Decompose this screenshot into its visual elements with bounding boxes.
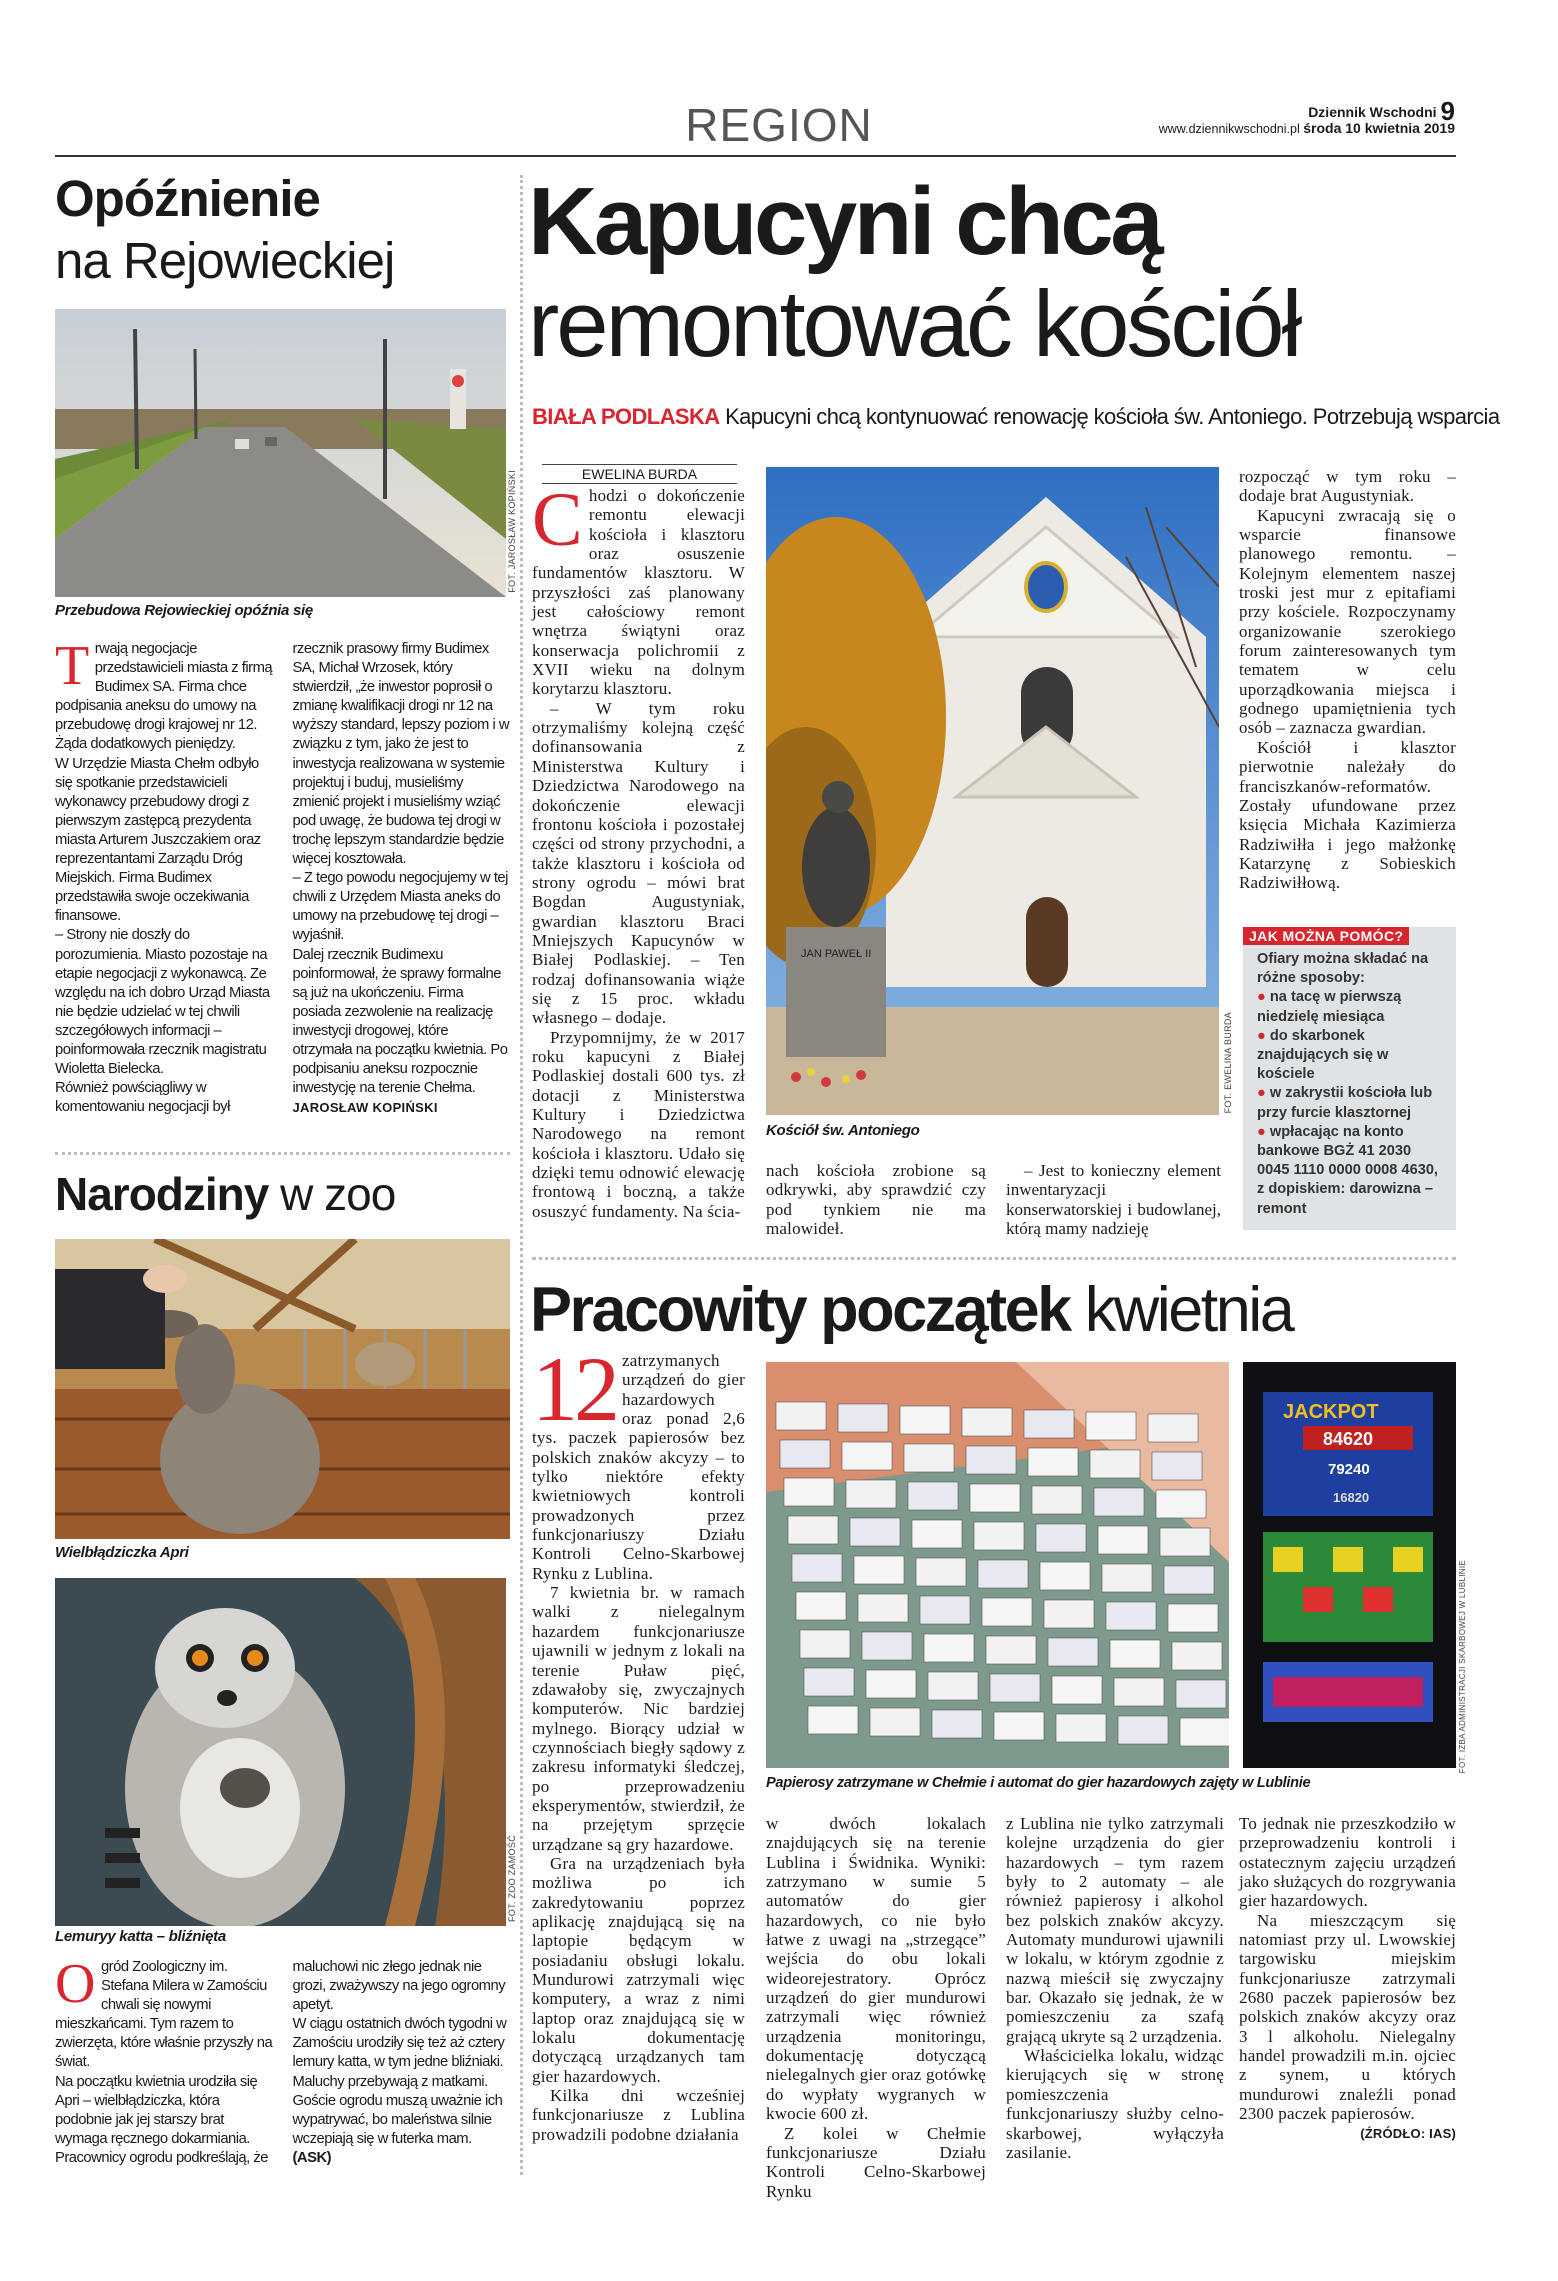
cigarette-carton (1148, 1414, 1198, 1442)
lemur-photo (55, 1578, 506, 1926)
cigarette-carton (1118, 1716, 1168, 1744)
source: (ŹRÓDŁO: IAS) (1360, 2125, 1456, 2141)
cigarette-carton (792, 1554, 842, 1582)
cigarette-carton (986, 1636, 1036, 1664)
gambling-photo-caption: Papierosy zatrzymane w Chełmie i automat do gier hazardowych zajęty w Lublinie (766, 1775, 1311, 1791)
cigarette-carton (1032, 1486, 1082, 1514)
road-photo (55, 309, 506, 597)
cigarette-carton (994, 1712, 1044, 1740)
headline-bold: Opóźnienie (55, 170, 320, 227)
cigarette-carton (966, 1446, 1016, 1474)
road-photo-caption: Przebudowa Rejowieckiej opóźnia się (55, 602, 313, 619)
cigarette-carton (804, 1668, 854, 1696)
photo-credit: FOT. ZOO ZAMOŚĆ (507, 1835, 517, 1922)
paragraph: W Urzędzie Miasta Chełm odbyło się spotkanie przedstawicieli wykonawcy przebudowy drogi z pierwszym zastępcą prezydenta miasta Arturem Juszczakiem oraz reprezentantami Zarządu Dróg Miejskich. Firma Budimex przedstawiła swoje oczekiwania finansowe. (55, 755, 261, 925)
cigarette-carton (970, 1484, 1020, 1512)
author: (ASK) (292, 2149, 332, 2166)
paragraph: Również powściągliwy w komentowaniu negocjacji był rzecznik prasowy firmy Budimex SA, Michał Wrzosek, który stwierdził, „że inwestor poprosił o zmianę kwalifikacji drogi nr 12 na wyższy standard, lepszy poziom i w związku z tym, jako że jest to inwestycja realizowana w systemie projektuj i buduj, musieliśmy zmienić projekt i musieliśmy wziąć pod uwagę, że budowa tej drogi w trochę lepszym standardzie będzie więcej kosztowała. (55, 641, 510, 1116)
cigarette-carton (1106, 1602, 1156, 1630)
cigarette-carton (1036, 1524, 1086, 1552)
cigarette-carton (842, 1442, 892, 1470)
cigarette-carton (974, 1522, 1024, 1550)
cigarette-carton (838, 1404, 888, 1432)
gambling-column-1 (532, 1338, 745, 2144)
lead-place: BIAŁA PODLASKA (532, 404, 720, 429)
cigarette-carton (1156, 1490, 1206, 1518)
box-item: ● na tacę w pierwszą niedzielę miesiąca (1257, 989, 1402, 1025)
cigarette-carton (1180, 1718, 1229, 1746)
website-link[interactable]: www.dziennikwschodni.pl (1158, 122, 1300, 136)
header-rule (55, 155, 1456, 157)
section-divider (55, 1152, 510, 1155)
cigarette-carton (850, 1518, 900, 1546)
zoo-article-body (55, 1953, 510, 2168)
photo-credit: FOT. EWELINA BURDA (1223, 1012, 1233, 1114)
paragraph: Dalej rzecznik Budimexu poinformował, że sprawy formalne są już na ukończeniu. Firma posiada zezwolenie na realizację inwestycji drogowej, które otrzymała na początku kwietnia. Po podpisaniu aneksu rozpocznie inwestycję na terenie Chełma. (292, 946, 508, 1097)
church-column-1 (532, 478, 745, 1221)
cigarette-carton (870, 1708, 920, 1736)
paragraph: Właścicielka lokalu, widząc kierujących się w stronę pomieszczenia funkcjonariuszy służby celno-skarbowej, wyłączyła zasilanie. (1006, 2046, 1224, 2162)
gambling-column-2 (766, 1814, 986, 2201)
paragraph: Chodzi o dokończenie remontu elewacji kościoła i klasztoru oraz osuszenie fundamentów klasztoru. W przyszłości zaś planowany jest całościowy remont wnętrza świątyni oraz konserwacja polichromii z XVII wieku na dolnym korytarzu klasztoru. (532, 478, 745, 699)
how-to-help-box (1243, 927, 1456, 1230)
paragraph: – Z tego powodu negocjujemy w tej chwili z Urzędem Miasta aneks do umowy na przebudowę tej drogi – wyjaśnił. (292, 870, 508, 944)
cigarette-carton (846, 1480, 896, 1508)
cigarettes-photo (766, 1362, 1229, 1768)
paragraph: Kilka dni wcześniej funkcjonariusze z Lublina prowadzili podobne działania (532, 2086, 745, 2144)
cigarette-carton (1102, 1564, 1152, 1592)
cigarette-carton (916, 1558, 966, 1586)
page-number: 9 (1440, 96, 1455, 126)
box-item: ● w zakrystii kościoła lub przy furcie klasztornej (1257, 1085, 1433, 1121)
church-headline-light: remontować kościół (528, 271, 1300, 376)
cigarette-carton (1176, 1680, 1226, 1708)
cigarette-carton (1172, 1642, 1222, 1670)
slot-machine-photo (1243, 1362, 1456, 1768)
cigarette-carton (866, 1670, 916, 1698)
bullet-icon: ● (1257, 1123, 1266, 1140)
cigarette-carton (780, 1440, 830, 1468)
box-item: ● do skarbonek znajdujących się w kościele (1257, 1027, 1389, 1083)
section-title: REGION (685, 99, 873, 151)
cigarette-carton (1098, 1526, 1148, 1554)
church-headline-bold: Kapucyni chcą (528, 168, 1161, 275)
cigarette-carton (904, 1444, 954, 1472)
section-divider (532, 1257, 1456, 1260)
cigarette-carton (1114, 1678, 1164, 1706)
paragraph: – W tym roku otrzymaliśmy kolejną część dofinansowania z Ministerstwa Kultury i Dziedzictwa Narodowego na dokończenie elewacji frontonu kościoła i pozostałej części od strony przychodni, a także klasztoru i kościoła od strony ogrodu – mówi brat Bogdan Augustyniak, gwardian klasztoru Braci Mniejszych Kapucynów w Białej Podlaskiej. – Ten rodzaj dofinansowania wiąże się z 15 proc. wkładu własnego – dodaje. (532, 698, 745, 1028)
cigarette-carton (932, 1710, 982, 1738)
cigarette-carton (1094, 1488, 1144, 1516)
cigarette-carton (982, 1598, 1032, 1626)
cigarette-carton (1160, 1528, 1210, 1556)
paragraph: Trwają negocjacje przedstawicieli miasta z firmą Budimex SA. Firma chce podpisania aneksu do umowy na przebudowę drogi krajowej nr 12. Żąda dodatkowych pieniędzy. (55, 635, 273, 753)
cigarette-carton (908, 1482, 958, 1510)
bullet-icon: ● (1257, 989, 1266, 1006)
cigarette-carton (912, 1520, 962, 1548)
slot-label: 16820 (1333, 1490, 1370, 1505)
road-article-headline (55, 168, 510, 292)
cigarette-carton (1152, 1452, 1202, 1480)
cigarette-carton (1044, 1600, 1094, 1628)
paragraph: – Jest to konieczny element inwentaryzacji konserwatorskiej i budowlanej, którą mamy nadzieję (1006, 1161, 1221, 1239)
cigarette-carton (990, 1674, 1040, 1702)
masthead (1158, 96, 1455, 137)
paragraph: 7 kwietnia br. w ramach walki z nielegalnym hazardem funkcjonariusze ujawnili w jednym z lokali na terenie Puław pięć, zdawałoby się, zwyczajnych komputerów. Nic bardziej mylnego. Biorący udział w czynnościach biegły sądowy z zakresu informatyki śledczej, po przeprowadzeniu eksperymentów, stwierdził, że na przejętym sprzęcie urządzane są gry hazardowe. (532, 1583, 745, 1854)
cigarette-carton (1048, 1638, 1098, 1666)
headline-light: na Rejowieckiej (55, 232, 395, 289)
cigarette-carton (796, 1592, 846, 1620)
cigarette-carton (1110, 1640, 1160, 1668)
issue-date: środa 10 kwietnia 2019 (1303, 120, 1455, 136)
cigarette-carton (900, 1406, 950, 1434)
headline-bold: Pracowity początek (530, 1275, 1070, 1345)
monument-inscription: JAN PAWEŁ II (801, 948, 872, 960)
cigarette-carton (854, 1556, 904, 1584)
column-divider (520, 175, 523, 2175)
cigarette-carton (784, 1478, 834, 1506)
paragraph: Ogród Zoologiczny im. Stefana Milera w Zamościu chwali się nowymi mieszkańcami. Tym razem to zwierzęta, które właśnie przyszły na świat. (55, 1953, 273, 2071)
church-photo (766, 467, 1219, 1115)
slot-label: 79240 (1328, 1461, 1370, 1478)
paragraph: Kapucyni zwracają się o wsparcie finansowe planowego remontu. – Kolejnym elementem naszej troski jest mur z epitafiami przy kościele. Rozpoczynamy organizowanie szerokiego forum zainteresowanych tym tematem w celu uporządkowania miejsca i godnego upamiętnienia tych osób – zaznacza gwardian. (1239, 505, 1456, 738)
headline-light: w zoo (280, 1168, 396, 1220)
cigarette-carton (1056, 1714, 1106, 1742)
gambling-headline (530, 1272, 1292, 1348)
zoo-article-headline (55, 1166, 395, 1222)
cigarette-carton (1028, 1448, 1078, 1476)
cigarette-carton (808, 1706, 858, 1734)
lead-text: Kapucyni chcą kontynuować renowację kościoła św. Antoniego. Potrzebują wsparcia (725, 404, 1500, 429)
drop-cap: O (55, 1953, 95, 2015)
cigarette-carton (978, 1560, 1028, 1588)
drop-cap: C (532, 478, 583, 562)
cigarette-carton (1164, 1566, 1214, 1594)
cigarette-carton (1024, 1410, 1074, 1438)
photo-credit: FOT. IZBA ADMINISTRACJI SKARBOWEJ W LUBLINIE (1458, 1560, 1467, 1774)
paragraph: Kościół i klasztor pierwotnie należały do franciszkanów-reformatów. Zostały ufundowane przez księcia Michała Kazimierza Radziwiłła i jego małżonkę Katarzynę z Sobieskich Radziwiłłową. (1239, 737, 1456, 893)
paragraph: nach kościoła zrobione są odkrywki, aby sprawdzić czy pod tynkiem nie ma malowideł. (766, 1161, 986, 1239)
cigarette-carton (862, 1632, 912, 1660)
paragraph: Gra na urządzeniach była możliwa po ich zakredytowaniu poprzez aplikację znajdującą się na laptopie będącym w posiadaniu obsługi lokalu. Mundurowi zatrzymali więc komputery, a wraz z nimi laptop oraz znajdującą się w lokalu dokumentację dotyczącą urządzanych tam gier hazardowych. (532, 1853, 745, 2086)
bullet-icon: ● (1257, 1027, 1266, 1044)
paragraph: rozpocząć w tym roku – dodaje brat Augustyniak. (1239, 467, 1456, 506)
drop-cap: 12 (532, 1338, 616, 1440)
paragraph: To jednak nie przeszkodziło w przeprowadzeniu kontroli i ostatecznym zajęciu urządzeń jako służących do rozgrywania gier hazardowych. (1239, 1814, 1456, 1911)
cigarette-carton (924, 1634, 974, 1662)
paper-name: Dziennik Wschodni (1308, 104, 1437, 120)
cigarette-carton (800, 1630, 850, 1658)
paragraph: w dwóch lokalach znajdujących się na terenie Lublina i Świdnika. Wyniki: zatrzymano w sumie 5 automatów do gier hazardowych, co nie było łatwe z uwagi na „strzegące” wejścia do obu lokali wideorejestratory. Oprócz urządzeń do gier mundurowi zatrzymali więc również urządzenia monitoringu, dokumentację dotyczącą nielegalnych gier oraz gotówkę do wypłaty wygranych w kwocie 600 zł. (766, 1814, 986, 2124)
bullet-icon: ● (1257, 1085, 1266, 1102)
author: JAROSŁAW KOPIŃSKI (292, 1100, 438, 1116)
cigarette-carton (1052, 1676, 1102, 1704)
church-photo-caption: Kościół św. Antoniego (766, 1122, 920, 1139)
gambling-column-4 (1239, 1814, 1456, 2143)
headline-light: kwietnia (1084, 1275, 1293, 1345)
box-item: ● wpłacając na konto bankowe BGŻ 41 2030 0045 1110 0000 0008 4630, z dopiskiem: darowizna – remont (1257, 1123, 1438, 1217)
cigarette-carton (1168, 1604, 1218, 1632)
photo-credit: FOT. JAROSŁAW KOPIŃSKI (507, 470, 517, 593)
gambling-column-3 (1006, 1814, 1224, 2162)
cigarette-carton (928, 1672, 978, 1700)
camel-photo (55, 1239, 510, 1539)
slot-label: JACKPOT (1283, 1401, 1379, 1423)
paragraph: W ciągu ostatnich dwóch tygodni w Zamościu urodziły się też aż cztery lemury katta, w tym jedne bliźniaki. Maluchy przebywają z matkami. Goście ogrodu muszą uważnie ich wypatrywać, bo maleństwa silnie wczepiają się w futerka mam. (ASK) (292, 2016, 507, 2166)
cigarette-carton (962, 1408, 1012, 1436)
drop-cap: T (55, 635, 89, 697)
paragraph: Przypomnijmy, że w 2017 roku kapucyni z Białej Podlaskiej dostali 600 tys. zł dotacji z Ministerstwa Kultury i Dziedzictwa Narodowego na remont kościoła i klasztoru. Udało się dzięki temu odnowić elewację frontową i boczną, a także osuszyć fundamenty. Na ścia- (532, 1027, 745, 1221)
cigarette-carton (776, 1402, 826, 1430)
paragraph: Z kolei w Chełmie funkcjonariusze Działu Kontroli Celno-Skarbowej Rynku (766, 2123, 986, 2201)
camel-photo-caption: Wielbłądziczka Apri (55, 1544, 189, 1561)
cigarette-carton (788, 1516, 838, 1544)
cigarette-carton (1040, 1562, 1090, 1590)
cigarette-carton (858, 1594, 908, 1622)
church-column-2 (766, 1161, 986, 1238)
cigarette-carton (1090, 1450, 1140, 1478)
paragraph: Na mieszczącym się natomiast przy ul. Lwowskiej targowisku miejskim funkcjonariusze zatrzymali 2680 paczek papierosów bez polskich znaków akcyzy oraz 3 l alkoholu. Nielegalny handel prowadzili m.in. ojciec z synem, u których mundurowi znaleźli ponad 2300 paczek papierosów. (ŹRÓDŁO: IAS) (1239, 1911, 1456, 2124)
lemur-photo-caption: Lemuryy katta – bliźnięta (55, 1928, 226, 1945)
church-lead (532, 404, 1499, 430)
slot-label: 84620 (1323, 1429, 1374, 1449)
byline: EWELINA BURDA (542, 464, 737, 484)
paragraph: 12 zatrzymanych urządzeń do gier hazardowych oraz ponad 2,6 tys. paczek papierosów bez polskich znaków akcyzy – to tylko niektóre efekty kwietniowych kontroli prowadzonych przez funkcjonariuszy Działu Kontroli Celno-Skarbowej Rynku z Lublina. (532, 1338, 745, 1583)
road-article-body (55, 635, 510, 1117)
church-column-3 (1006, 1161, 1221, 1238)
cigarette-carton (1086, 1412, 1136, 1440)
paragraph: – Strony nie doszły do porozumienia. Miasto pozostaje na etapie negocjacji z wykonawcą. Ze względu na ich dobro Urząd Miasta nie będzie udzielać w tej chwili szczegółowych informacji – poinformowała rzecznik magistratu Wioletta Bielecka. (55, 927, 270, 1078)
paragraph: Na początku kwietnia urodziła się Apri – wielbłądziczka, która podobnie jak jej starszy brat wymaga ręcznego dokarmiania. Pracownicy ogrodu podkreślają, że maluchowi nic złego jednak nie grozi, zważywszy na jego ogromny apetyt. (55, 1959, 506, 2166)
box-title: JAK MOŻNA POMÓC? (1243, 927, 1409, 945)
cigarette-carton (920, 1596, 970, 1624)
headline-bold: Narodziny (55, 1168, 269, 1220)
paragraph: z Lublina nie tylko zatrzymali kolejne urządzenia do gier hazardowych – tym razem były to 2 automaty – ale również papierosy i alkohol bez polskich znaków akcyzy. Automaty mundurowi ujawnili w lokalu, w którym zgodnie z nazwą mieścił się zwyczajny bar. Okazało się jednak, że w pomieszczeniu za szafą grającą ukryte są 2 urządzenia. (1006, 1814, 1224, 2046)
box-intro: Ofiary można składać na różne sposoby: (1257, 951, 1429, 987)
church-column-4 (1239, 467, 1456, 893)
